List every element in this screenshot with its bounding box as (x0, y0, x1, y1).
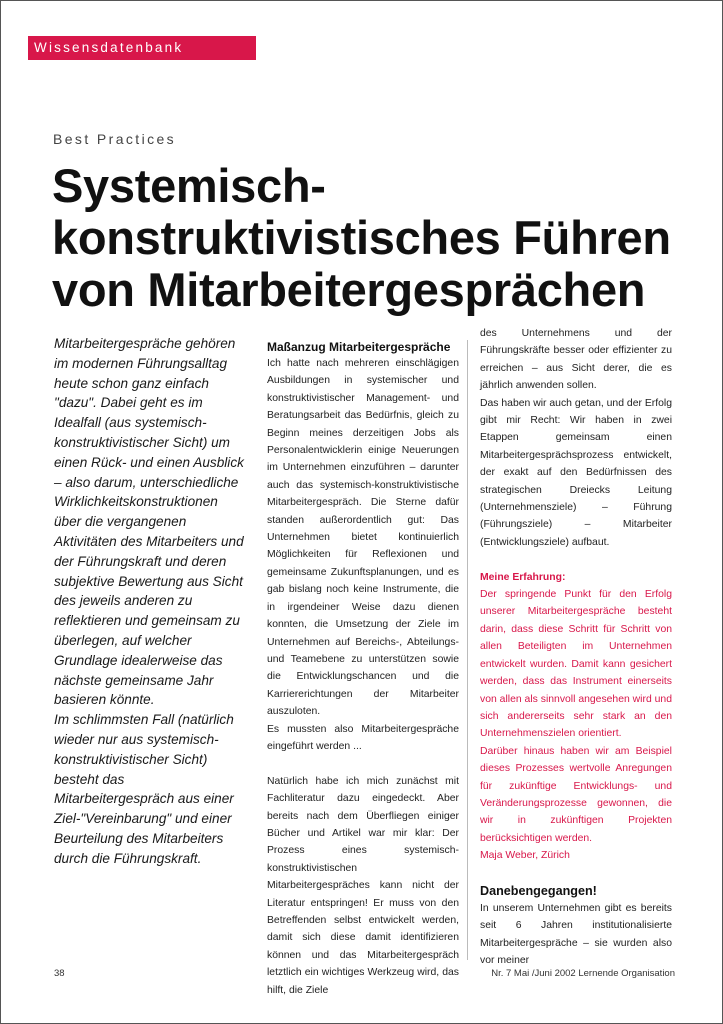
column-divider (467, 340, 468, 960)
page-number: 38 (54, 968, 65, 979)
section-heading-massanzug: Maßanzug Mitarbeitergespräche (267, 340, 451, 354)
paragraph-gap (480, 551, 672, 568)
experience-paragraph-2: Darüber hinaus haben wir am Beispiel dieses Prozesses wertvolle Anregungen für zukünftige Entwicklungs- und Veränderungsprozesse gewonnen, die wir in zukünftigen Projekten berücksichtigen werden. (480, 745, 672, 844)
experience-paragraph-1: Der springende Punkt für den Erfolg unserer Mitarbeitergespräche besteht darin, dass diese Schritt für Schritt von allen Beteiligten im Unternehmen entwickelt wurden. Damit kann gesichert werden, dass das Instrument einerseits von allen als sinnvoll angesehen wird und sich andererseits sehr stark an den Unternehmenszielen orientiert. (480, 589, 672, 740)
headline-line-3: von Mitarbeitergesprächen (52, 263, 646, 316)
headline-line-1: Systemisch- (52, 159, 326, 212)
col3-paragraph-3: In unserem Unternehmen gibt es bereits seit 6 Jahren institutionalisierte Mitarbeitergespräche – sie wurden also vor meiner (480, 902, 672, 967)
paragraph-gap (480, 865, 672, 882)
col3-paragraph-1: des Unternehmens und der Führungskräfte besser oder effizienter zu erreichen – aus Sicht derer, die es jährlich anwenden sollen. (480, 328, 672, 392)
kicker-label: Best Practices (53, 131, 177, 147)
section-heading-danebengegangen: Danebengegangen! (480, 883, 597, 898)
body-column-3 (480, 325, 672, 970)
publication-info: Nr. 7 Mai /Juni 2002 Lernende Organisation (491, 968, 675, 979)
col3-paragraph-2: Das haben wir auch getan, und der Erfolg gibt mir Recht: Wir haben in zwei Etappen gemeinsam einen Mitarbeitergesprächsprozess entwickelt, der exakt auf den Bedürfnissen des strategischen Dreiecks Leitung (Unternehmensziele) – Führung (Führungsziele) – Mitarbeiter (Entwicklungsziele) aufbaut. (480, 397, 672, 548)
body-column-2 (267, 340, 459, 999)
lead-text-2: Im schlimmsten Fall (natürlich wieder nur aus systemisch-konstruktivistischer Sicht) besteht das Mitarbeitergespräch aus einer Ziel-"Vereinbarung" und einer Beurteilung des Mitarbeiters durch die Führungskraft. (54, 712, 234, 866)
signature: Maja Weber, Zürich (480, 850, 570, 862)
experience-heading: Meine Erfahrung: (480, 571, 566, 583)
col2-paragraph-2: Es mussten also Mitarbeitergespräche eingeführt werden ... (267, 723, 459, 752)
col2-paragraph-3: Natürlich habe ich mich zunächst mit Fachliteratur dazu eingedeckt. Aber bereits nach dem Überfliegen einiger Bücher und Artikel war mir klar: Der Prozess eines systemisch-konstruktivistischen Mitarbeitergespräches kann nicht der Literatur entspringen! Er muss von den Betreffenden selbst entwickelt werden, damit sich diese damit identifizieren können und das Mitarbeitergespräch letztlich ein wichtiges Werkzeug wird, das hilft, die Ziele (267, 775, 459, 996)
paragraph-gap (267, 755, 459, 772)
section-banner: Wissensdatenbank (28, 36, 256, 60)
col2-paragraph-1: Ich hatte nach mehreren einschlägigen Ausbildungen in systemischer und konstruktivistischer Management- und Beratungsarbeit das Bedürfnis, gleich zu Beginn meines derzeitigen Jobs als Personalentwicklerin einige Neuerungen im Unternehmen einzuführen – darunter auch das systemisch-konstruktivistische Mitarbeitergespräch. Die Sterne dafür standen außerordentlich gut: Das Unternehmen bietet kontinuierlich Möglichkeiten für Reflexionen und gemeinsame Zukunftsplanungen, und es gab bislang noch keine Instrumente, die in irgendeiner Weise dazu dienen konnten, die Umsetzung der Ziele im Unternehmen auf Bereichs-, Abteilungs- und Teamebene zu unterstützen sowie die Entwicklungschancen und die Karriererichtungen der Mitarbeiter auszuloten. (267, 358, 459, 718)
headline-line-2: konstruktivistisches Führen (52, 211, 671, 264)
lead-paragraph (54, 334, 246, 869)
lead-text-1: Mitarbeitergespräche gehören im modernen Führungsalltag heute schon ganz einfach "dazu". Dabei geht es im Idealfall (aus systemisch-konstruktivistischer Sicht) um einen Rück- und einen Ausblick – also darum, unterschiedliche Wirklichkeitskonstruktionen über die vergangenen Aktivitäten des Mitarbeiters und der Führungskraft und deren subjektive Bewertung aus Sicht des jeweils anderen zu reflektieren und gemeinsam zu überlegen, auf welcher Grundlage idealerweise das nächste gemeinsame Jahr basieren könnte. (54, 336, 244, 708)
article-headline (52, 160, 692, 316)
